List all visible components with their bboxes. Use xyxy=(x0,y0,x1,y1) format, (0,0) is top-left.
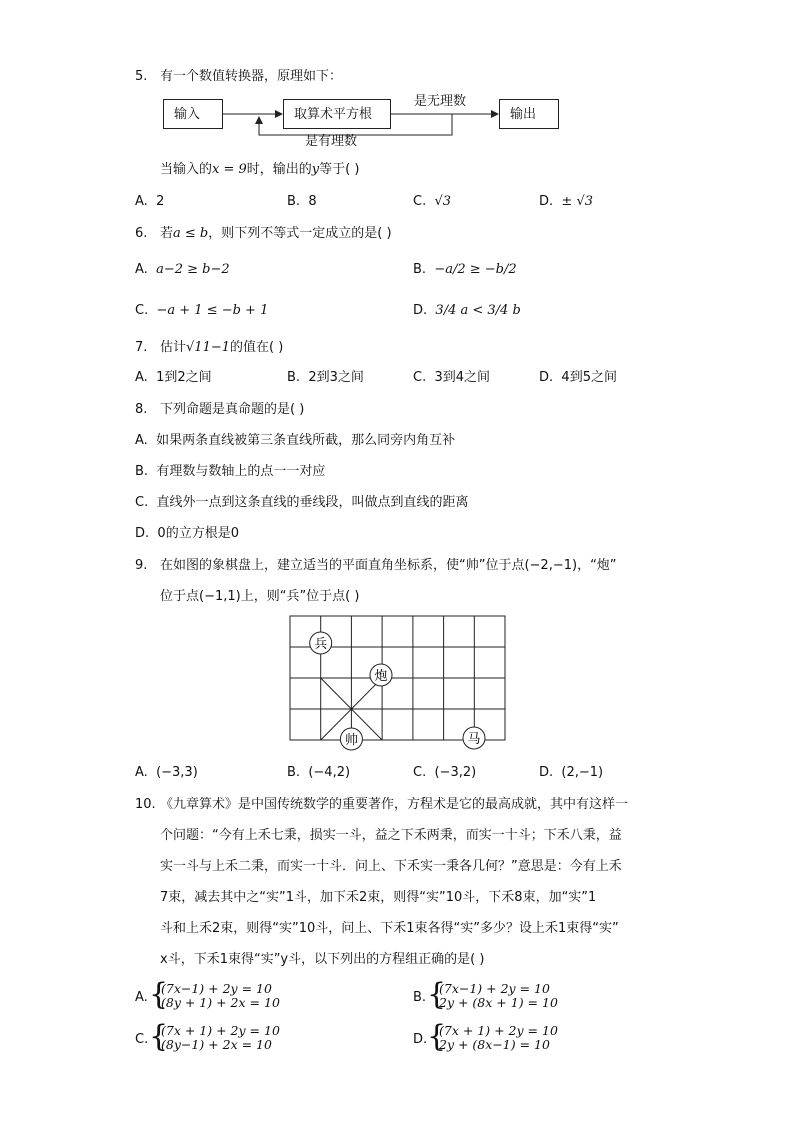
option-b[interactable] xyxy=(413,261,517,279)
option-text: 8 xyxy=(308,194,317,209)
question-text xyxy=(160,339,283,357)
process-box: 取算术平方根 xyxy=(283,99,391,129)
option-text: (−4,2) xyxy=(308,765,351,780)
math-var: y xyxy=(311,162,320,177)
rational-label: 是有理数 xyxy=(305,134,358,149)
option-c[interactable] xyxy=(413,193,451,211)
option-c[interactable] xyxy=(135,302,268,320)
option-a[interactable] xyxy=(135,193,164,211)
option-label: D. xyxy=(135,526,150,541)
option-text: (2,−1) xyxy=(561,765,604,780)
option-text: 1到2之间 xyxy=(156,370,212,385)
question-text-line-2: 位于点(−1,1)上，则“兵”位于点( ) xyxy=(160,589,360,604)
option-label: C. xyxy=(413,765,427,780)
option-c[interactable] xyxy=(413,764,476,782)
option-label: A. xyxy=(135,765,148,780)
brace-icon: { xyxy=(427,977,447,1012)
question-number: 5. xyxy=(135,69,148,84)
question-text xyxy=(160,225,392,243)
equation-2: (8y + 1) + 2x = 10 xyxy=(161,995,280,1010)
option-text: 2 xyxy=(156,194,165,209)
equation-2: (8y−1) + 2x = 10 xyxy=(161,1037,272,1052)
option-text: a−2 ≥ b−2 xyxy=(156,262,230,277)
brace-icon: { xyxy=(149,1019,169,1054)
option-label: C. xyxy=(135,495,149,510)
option-b[interactable] xyxy=(287,764,350,782)
option-text: 3到4之间 xyxy=(434,370,491,385)
option-d[interactable] xyxy=(539,764,603,782)
option-text: −a + 1 ≤ −b + 1 xyxy=(156,303,269,318)
question-number: 10. xyxy=(135,797,156,812)
question-sub xyxy=(160,161,359,179)
equation-2: 2y + (8x + 1) = 10 xyxy=(439,995,558,1010)
text-segment: 时，输出的 xyxy=(246,162,312,177)
equation-1: (7x + 1) + 2y = 10 xyxy=(439,1023,558,1038)
text-segment: 当输入的 xyxy=(160,162,213,177)
math-expr: √11−1 xyxy=(186,340,231,355)
option-label: B. xyxy=(413,262,427,277)
question-text-line-6: x斗，下禾1束得“实”y斗，以下列出的方程组正确的是( ) xyxy=(160,952,485,967)
option-a[interactable] xyxy=(135,369,212,387)
math-expr: a ≤ b xyxy=(173,226,209,241)
option-label: B. xyxy=(135,464,149,479)
option-text: 4到5之间 xyxy=(561,370,617,385)
option-c[interactable] xyxy=(413,369,490,387)
option-a[interactable] xyxy=(135,261,230,279)
option-label: B. xyxy=(287,370,301,385)
option-text: ± √3 xyxy=(561,194,594,209)
output-box: 输出 xyxy=(499,99,559,129)
option-text: 2到3之间 xyxy=(308,370,364,385)
piece-shuai-label: 帅 xyxy=(344,733,358,748)
option-text: 直线外一点到这条直线的垂线段，叫做点到直线的距离 xyxy=(156,495,469,510)
chess-board xyxy=(285,612,511,752)
option-a[interactable] xyxy=(135,432,455,450)
question-text: 有一个数值转换器，原理如下： xyxy=(160,69,343,84)
option-a[interactable] xyxy=(135,764,198,782)
text-segment: ，则下列不等式一定成立的是( ) xyxy=(208,226,392,241)
option-label: C. xyxy=(135,303,149,318)
question-text-line-5: 斗和上禾2束，则得“实”10斗，问上、下禾1束各得“实”多少？设上禾1束得“实” xyxy=(160,921,619,936)
text-segment: 等于( ) xyxy=(319,162,360,177)
option-label: D. xyxy=(539,194,554,209)
option-label: A. xyxy=(135,370,148,385)
option-text: −a/2 ≥ −b/2 xyxy=(434,262,517,277)
option-label: B. xyxy=(287,194,301,209)
option-d[interactable] xyxy=(539,193,593,211)
option-label: A. xyxy=(135,194,148,209)
question-text-line-1: 《九章算术》是中国传统数学的重要著作，方程术是它的最高成就，其中有这样一 xyxy=(160,797,629,812)
option-d[interactable] xyxy=(135,525,239,543)
piece-pao-label: 炮 xyxy=(374,669,388,684)
option-label: B. xyxy=(413,990,427,1005)
question-text: 下列命题是真命题的是( ) xyxy=(160,402,305,417)
question-text-line-4: 7束，减去其中之“实”1斗，加下禾2束，则得“实”10斗，下禾8束，加“实”1 xyxy=(160,890,597,905)
question-number: 9. xyxy=(135,558,148,573)
option-text: (−3,3) xyxy=(156,765,198,780)
option-text: 0的立方根是0 xyxy=(157,526,239,541)
piece-ma xyxy=(463,727,485,749)
option-b[interactable] xyxy=(287,369,364,387)
flow-arrows xyxy=(0,0,794,160)
option-text: √3 xyxy=(434,194,452,209)
question-text-line-2: 个问题：“今有上禾七秉，损实一斗，益之下禾两秉，而实一十斗；下禾八秉，益 xyxy=(160,828,622,843)
option-label: C. xyxy=(413,370,427,385)
text-segment: 估计 xyxy=(160,340,187,355)
piece-shuai xyxy=(340,728,362,750)
equation-1: (7x−1) + 2y = 10 xyxy=(439,981,550,996)
option-label: D. xyxy=(413,303,428,318)
piece-bing-label: 兵 xyxy=(314,637,328,652)
question-text-line-3: 实一斗与上禾二秉，而实一十斗．问上、下禾实一秉各几何？”意思是：今有上禾 xyxy=(160,859,622,874)
question-text-line-1: 在如图的象棋盘上，建立适当的平面直角坐标系，使“帅”位于点(−2,−1)，“炮” xyxy=(160,558,617,573)
option-label: C. xyxy=(135,1032,149,1047)
irrational-label: 是无理数 xyxy=(414,94,467,109)
question-number: 8. xyxy=(135,402,148,417)
brace-icon: { xyxy=(149,977,169,1012)
option-c[interactable] xyxy=(135,494,469,512)
text-segment: 的值在( ) xyxy=(230,340,284,355)
equation-1: (7x + 1) + 2y = 10 xyxy=(161,1023,280,1038)
option-label: D. xyxy=(413,1032,428,1047)
equation-1: (7x−1) + 2y = 10 xyxy=(161,981,272,996)
option-label: A. xyxy=(135,433,148,448)
piece-pao xyxy=(370,664,392,686)
option-label: A. xyxy=(135,990,148,1005)
text-segment: 若 xyxy=(160,226,174,241)
option-b[interactable] xyxy=(287,193,317,211)
question-number: 7. xyxy=(135,340,148,355)
equation-2: 2y + (8x−1) = 10 xyxy=(439,1037,550,1052)
option-label: D. xyxy=(539,765,554,780)
brace-icon: { xyxy=(427,1019,447,1054)
option-text: (−3,2) xyxy=(434,765,477,780)
piece-bing xyxy=(310,632,332,654)
option-b[interactable] xyxy=(135,463,325,481)
piece-ma-label: 马 xyxy=(467,732,481,747)
input-box: 输入 xyxy=(163,99,223,129)
option-d[interactable] xyxy=(539,369,617,387)
option-text: 有理数与数轴上的点一一对应 xyxy=(156,464,326,479)
question-number: 6. xyxy=(135,226,148,241)
option-label: B. xyxy=(287,765,301,780)
option-d[interactable] xyxy=(413,302,521,320)
option-text: 3/4 a < 3/4 b xyxy=(435,303,521,318)
option-label: A. xyxy=(135,262,148,277)
option-text: 如果两条直线被第三条直线所截，那么同旁内角互补 xyxy=(156,433,456,448)
option-label: C. xyxy=(413,194,427,209)
option-label: D. xyxy=(539,370,554,385)
math-expr: x = 9 xyxy=(212,162,247,177)
arrow-feedback-loop xyxy=(259,114,452,135)
